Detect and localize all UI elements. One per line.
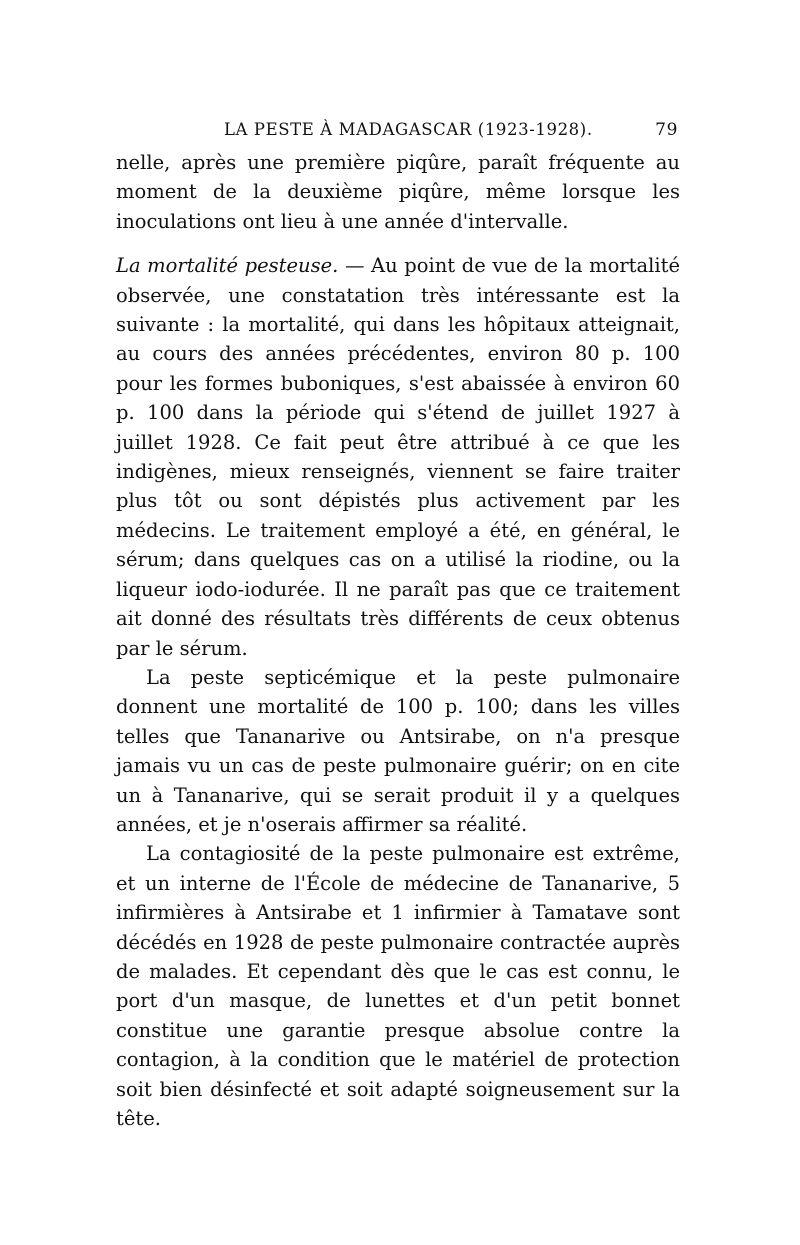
paragraph-1: nelle, après une première piqûre, paraît fréquente au moment de la deuxième piqûre, même lorsque les inoculations ont lieu à une année d'intervalle. [116,151,680,233]
running-title: LA PESTE À MADAGASCAR (1923-1928). [224,120,593,139]
paragraph-2-text: — Au point de vue de la mortalité observée, une constatation très intéressante est la suivante : la mortalité, qui dans les hôpitaux atteignait, au cours des années précédentes, environ 80 p. 100 pour les formes buboniques, s'est abaissée à environ 60 p. 100 dans la période qui s'étend de juillet 1927 à juillet 1928. Ce fait peut être attribué à ce que les indigènes, mieux renseignés, viennent se faire traiter plus tôt ou sont dépistés plus activement par les médecins. Le traitement employé a été, en général, le sérum; dans quelques cas on a utilisé la riodine, ou la liqueur iodo-iodurée. Il ne paraît pas que ce traitement ait donné des résultats très différents de ceux obtenus par le sérum. [116,254,680,660]
section-runin-heading: La mortalité pesteuse. [116,254,339,278]
paragraph-2 [116,251,680,663]
body-text [116,148,680,1133]
page-number: 79 [655,120,678,140]
paragraph-3: La peste septicémique et la peste pulmonaire donnent une mortalité de 100 p. 100; dans les villes telles que Tananarive ou Antsirabe, on n'a presque jamais vu un cas de peste pulmonaire guérir; on en cite un à Tananarive, qui se serait produit il y a quelques années, et je n'oserais affirmer sa réalité. [116,665,680,836]
paragraph-4: La contagiosité de la peste pulmonaire est extrême, et un interne de l'École de médecine de Tananarive, 5 infirmières à Antsirabe et 1 infirmier à Tamatave sont décédés en 1928 de peste pulmonaire contractée auprès de malades. Et cependant dès que le cas est connu, le port d'un masque, de lunettes et d'un petit bonnet constitue une garantie presque absolue contre la contagion, à la condition que le matériel de protection soit bien désinfecté et soit adapté soigneusement sur la tête. [116,842,680,1130]
running-header [116,114,680,148]
book-page [116,114,680,1133]
